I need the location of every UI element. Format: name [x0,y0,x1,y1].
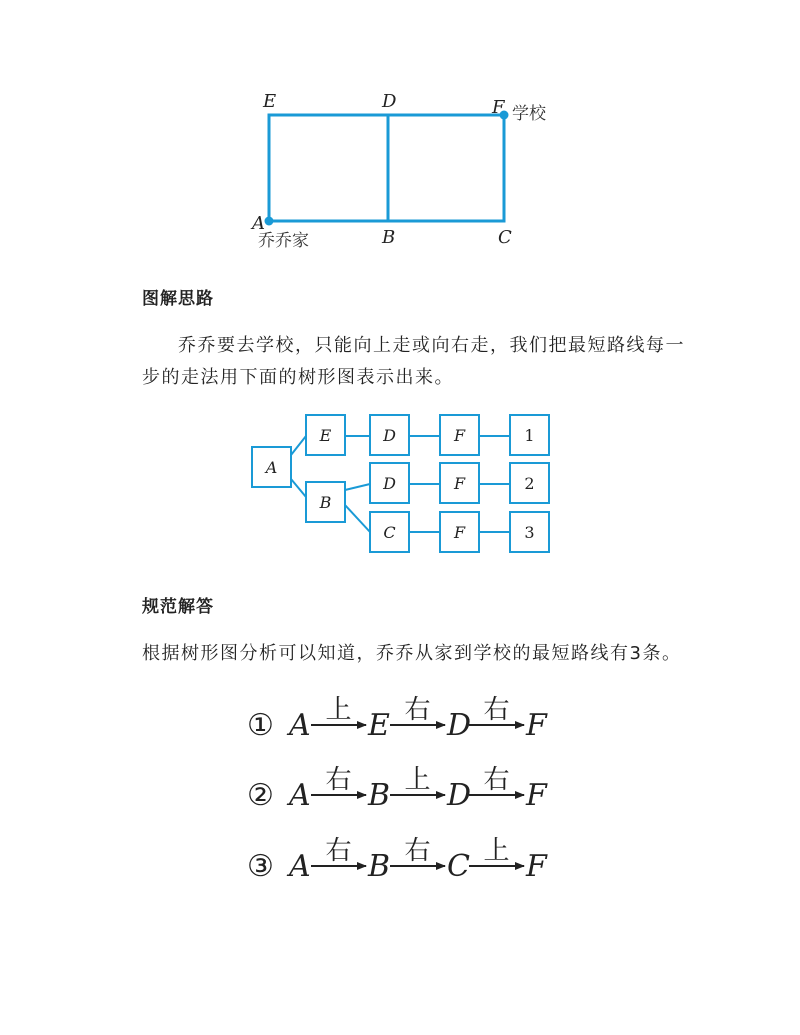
route-2-node-2: B [368,778,391,813]
point-a-label: A [252,213,265,234]
home-dot [265,217,274,226]
route-2-marker: ② [247,778,274,813]
tree-label-row1-num: 1 [524,426,535,445]
route-3-dir-3: 上 [483,836,510,866]
point-d-label: D [382,91,397,112]
route-1-start: A [289,708,311,743]
point-f-label: F [492,97,505,118]
school-label: 学校 [512,104,546,124]
tree-diagram [0,400,800,560]
route-2-dir-1: 右 [325,765,352,795]
tree-label-row3-num: 3 [524,523,535,542]
tree-label-row1-col2: F [453,426,466,445]
route-3-marker: ③ [247,849,274,884]
route-3-node-3: C [447,849,470,884]
route-1-node-4: F [526,708,547,743]
tree-label-row2-col1: D [383,474,396,493]
tree-label-a: A [265,458,278,477]
section-heading-standard-answer: 规范解答 [142,597,214,617]
section-paragraph-answer: 根据树形图分析可以知道，乔乔从家到学校的最短路线有3条。 [142,643,682,664]
route-2-node-4: F [526,778,547,813]
route-3-node-2: B [368,849,391,884]
point-c-label: C [498,227,512,248]
route-3-start: A [289,849,311,884]
route-1-dir-2: 右 [404,695,431,725]
tree-label-e: E [319,426,332,445]
map-diagram [0,0,800,270]
route-1-node-3: D [447,708,472,743]
tree-label-row3-col1: C [383,523,396,542]
tree-label-row1-col1: D [383,426,396,445]
route-1-dir-3: 右 [483,695,510,725]
routes-diagram [0,680,800,900]
point-b-label: B [382,227,396,248]
route-2-dir-2: 上 [404,765,431,795]
route-2-node-3: D [447,778,472,813]
point-e-label: E [263,91,277,112]
route-3-dir-1: 右 [325,836,352,866]
tree-label-row3-col2: F [453,523,466,542]
route-3-node-4: F [526,849,547,884]
route-1-dir-1: 上 [325,695,352,725]
home-label: 乔乔家 [258,231,309,251]
route-1-marker: ① [247,708,274,743]
route-2-start: A [289,778,311,813]
tree-label-row2-num: 2 [524,474,535,493]
route-2-dir-3: 右 [483,765,510,795]
tree-label-b: B [319,493,332,512]
section-paragraph-idea: 乔乔要去学校，只能向上走或向右走，我们把最短路线每一步的走法用下面的树形图表示出来。 [142,335,685,388]
route-3-dir-2: 右 [404,836,431,866]
route-1-node-2: E [368,708,390,743]
tree-label-row2-col2: F [453,474,466,493]
section-heading-solution-idea: 图解思路 [142,289,214,309]
